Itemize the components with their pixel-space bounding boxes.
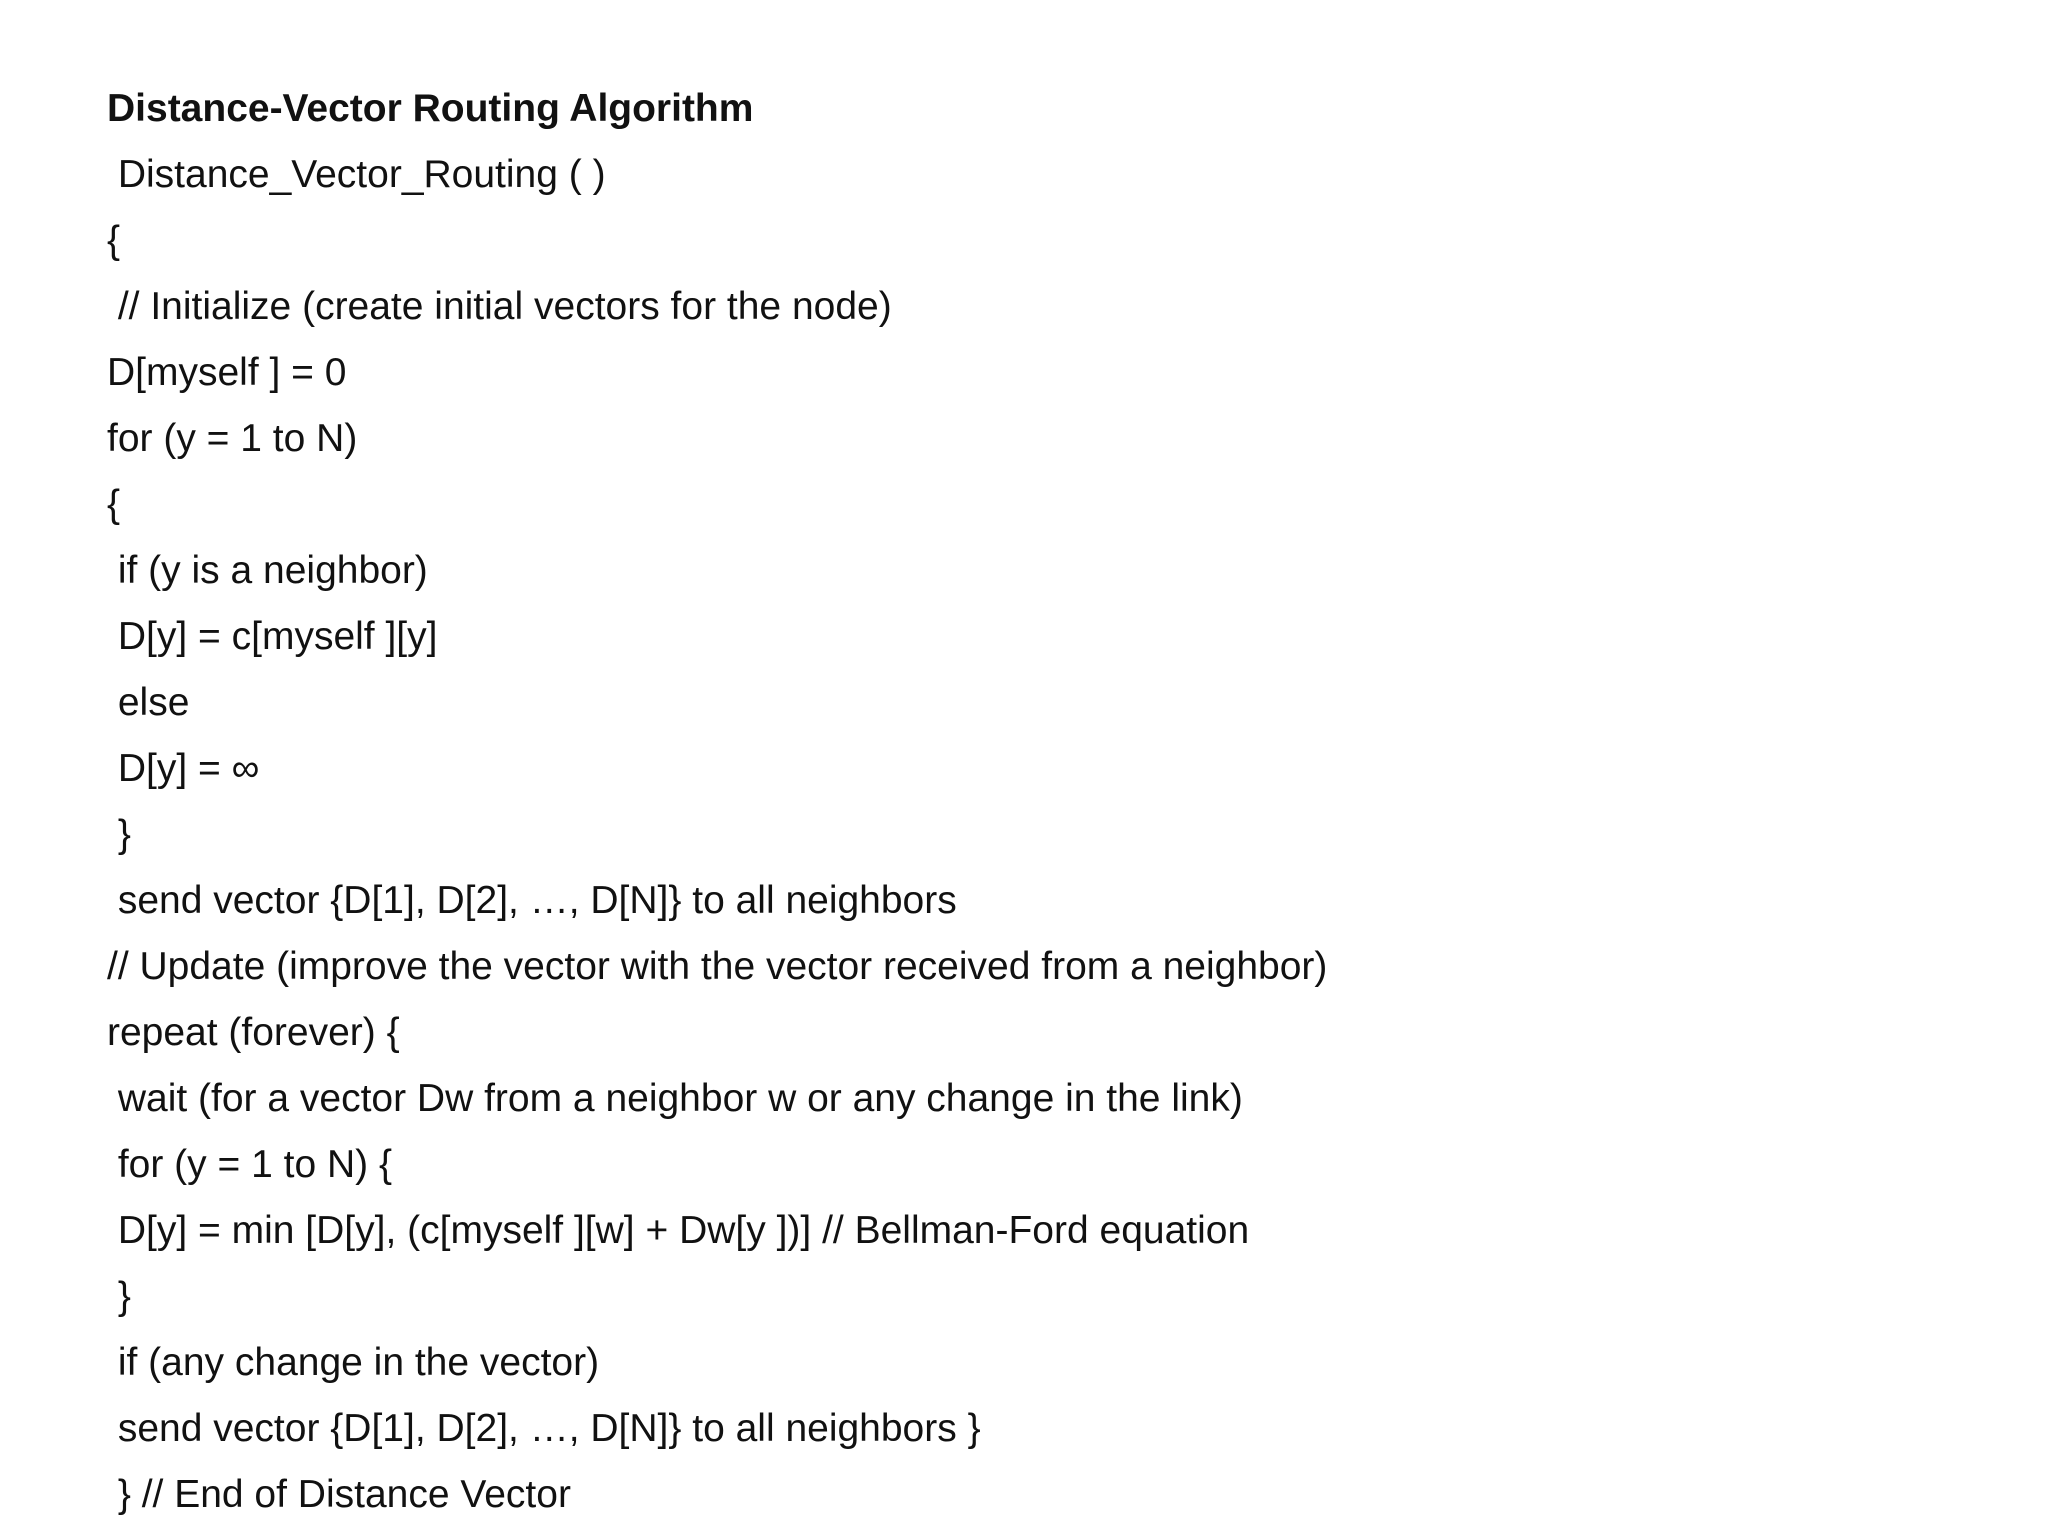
code-line-send-vector: send vector {D[1], D[2], …, D[N]} to all neighbors — [107, 879, 957, 922]
code-line-if-change: if (any change in the vector) — [107, 1341, 600, 1384]
slide-title: Distance-Vector Routing Algorithm — [107, 87, 754, 130]
code-line-wait: wait (for a vector Dw from a neighbor w or any change in the link) — [107, 1077, 1243, 1120]
code-line-function-header: Distance_Vector_Routing ( ) — [107, 153, 606, 196]
code-line-open-brace: { — [107, 219, 121, 262]
code-line-update-comment: // Update (improve the vector with the vector received from a neighbor) — [107, 945, 1328, 988]
code-line-initialize-comment: // Initialize (create initial vectors for the node) — [107, 285, 892, 328]
code-line-infinity: D[y] = ∞ — [107, 747, 260, 790]
code-line-end-comment: } // End of Distance Vector — [107, 1473, 571, 1516]
code-line-if-neighbor: if (y is a neighbor) — [107, 549, 428, 592]
code-line-update-close-brace: } — [107, 1275, 131, 1318]
code-line-update-for-loop: for (y = 1 to N) { — [107, 1143, 393, 1186]
code-line-loop-open-brace: { — [107, 483, 121, 526]
algorithm-text-block — [107, 81, 1987, 1533]
code-line-neighbor-cost: D[y] = c[myself ][y] — [107, 615, 438, 658]
code-line-repeat-forever: repeat (forever) { — [107, 1011, 400, 1054]
code-line-loop-close-brace: } — [107, 813, 131, 856]
code-line-bellman-ford: D[y] = min [D[y], (c[myself ][w] + Dw[y ])] // Bellman-Ford equation — [107, 1209, 1250, 1252]
code-line-else: else — [107, 681, 190, 724]
code-line-send-updated-vector: send vector {D[1], D[2], …, D[N]} to all neighbors } — [107, 1407, 981, 1450]
code-line-for-loop: for (y = 1 to N) — [107, 417, 358, 460]
code-line-self-distance: D[myself ] = 0 — [107, 351, 347, 394]
